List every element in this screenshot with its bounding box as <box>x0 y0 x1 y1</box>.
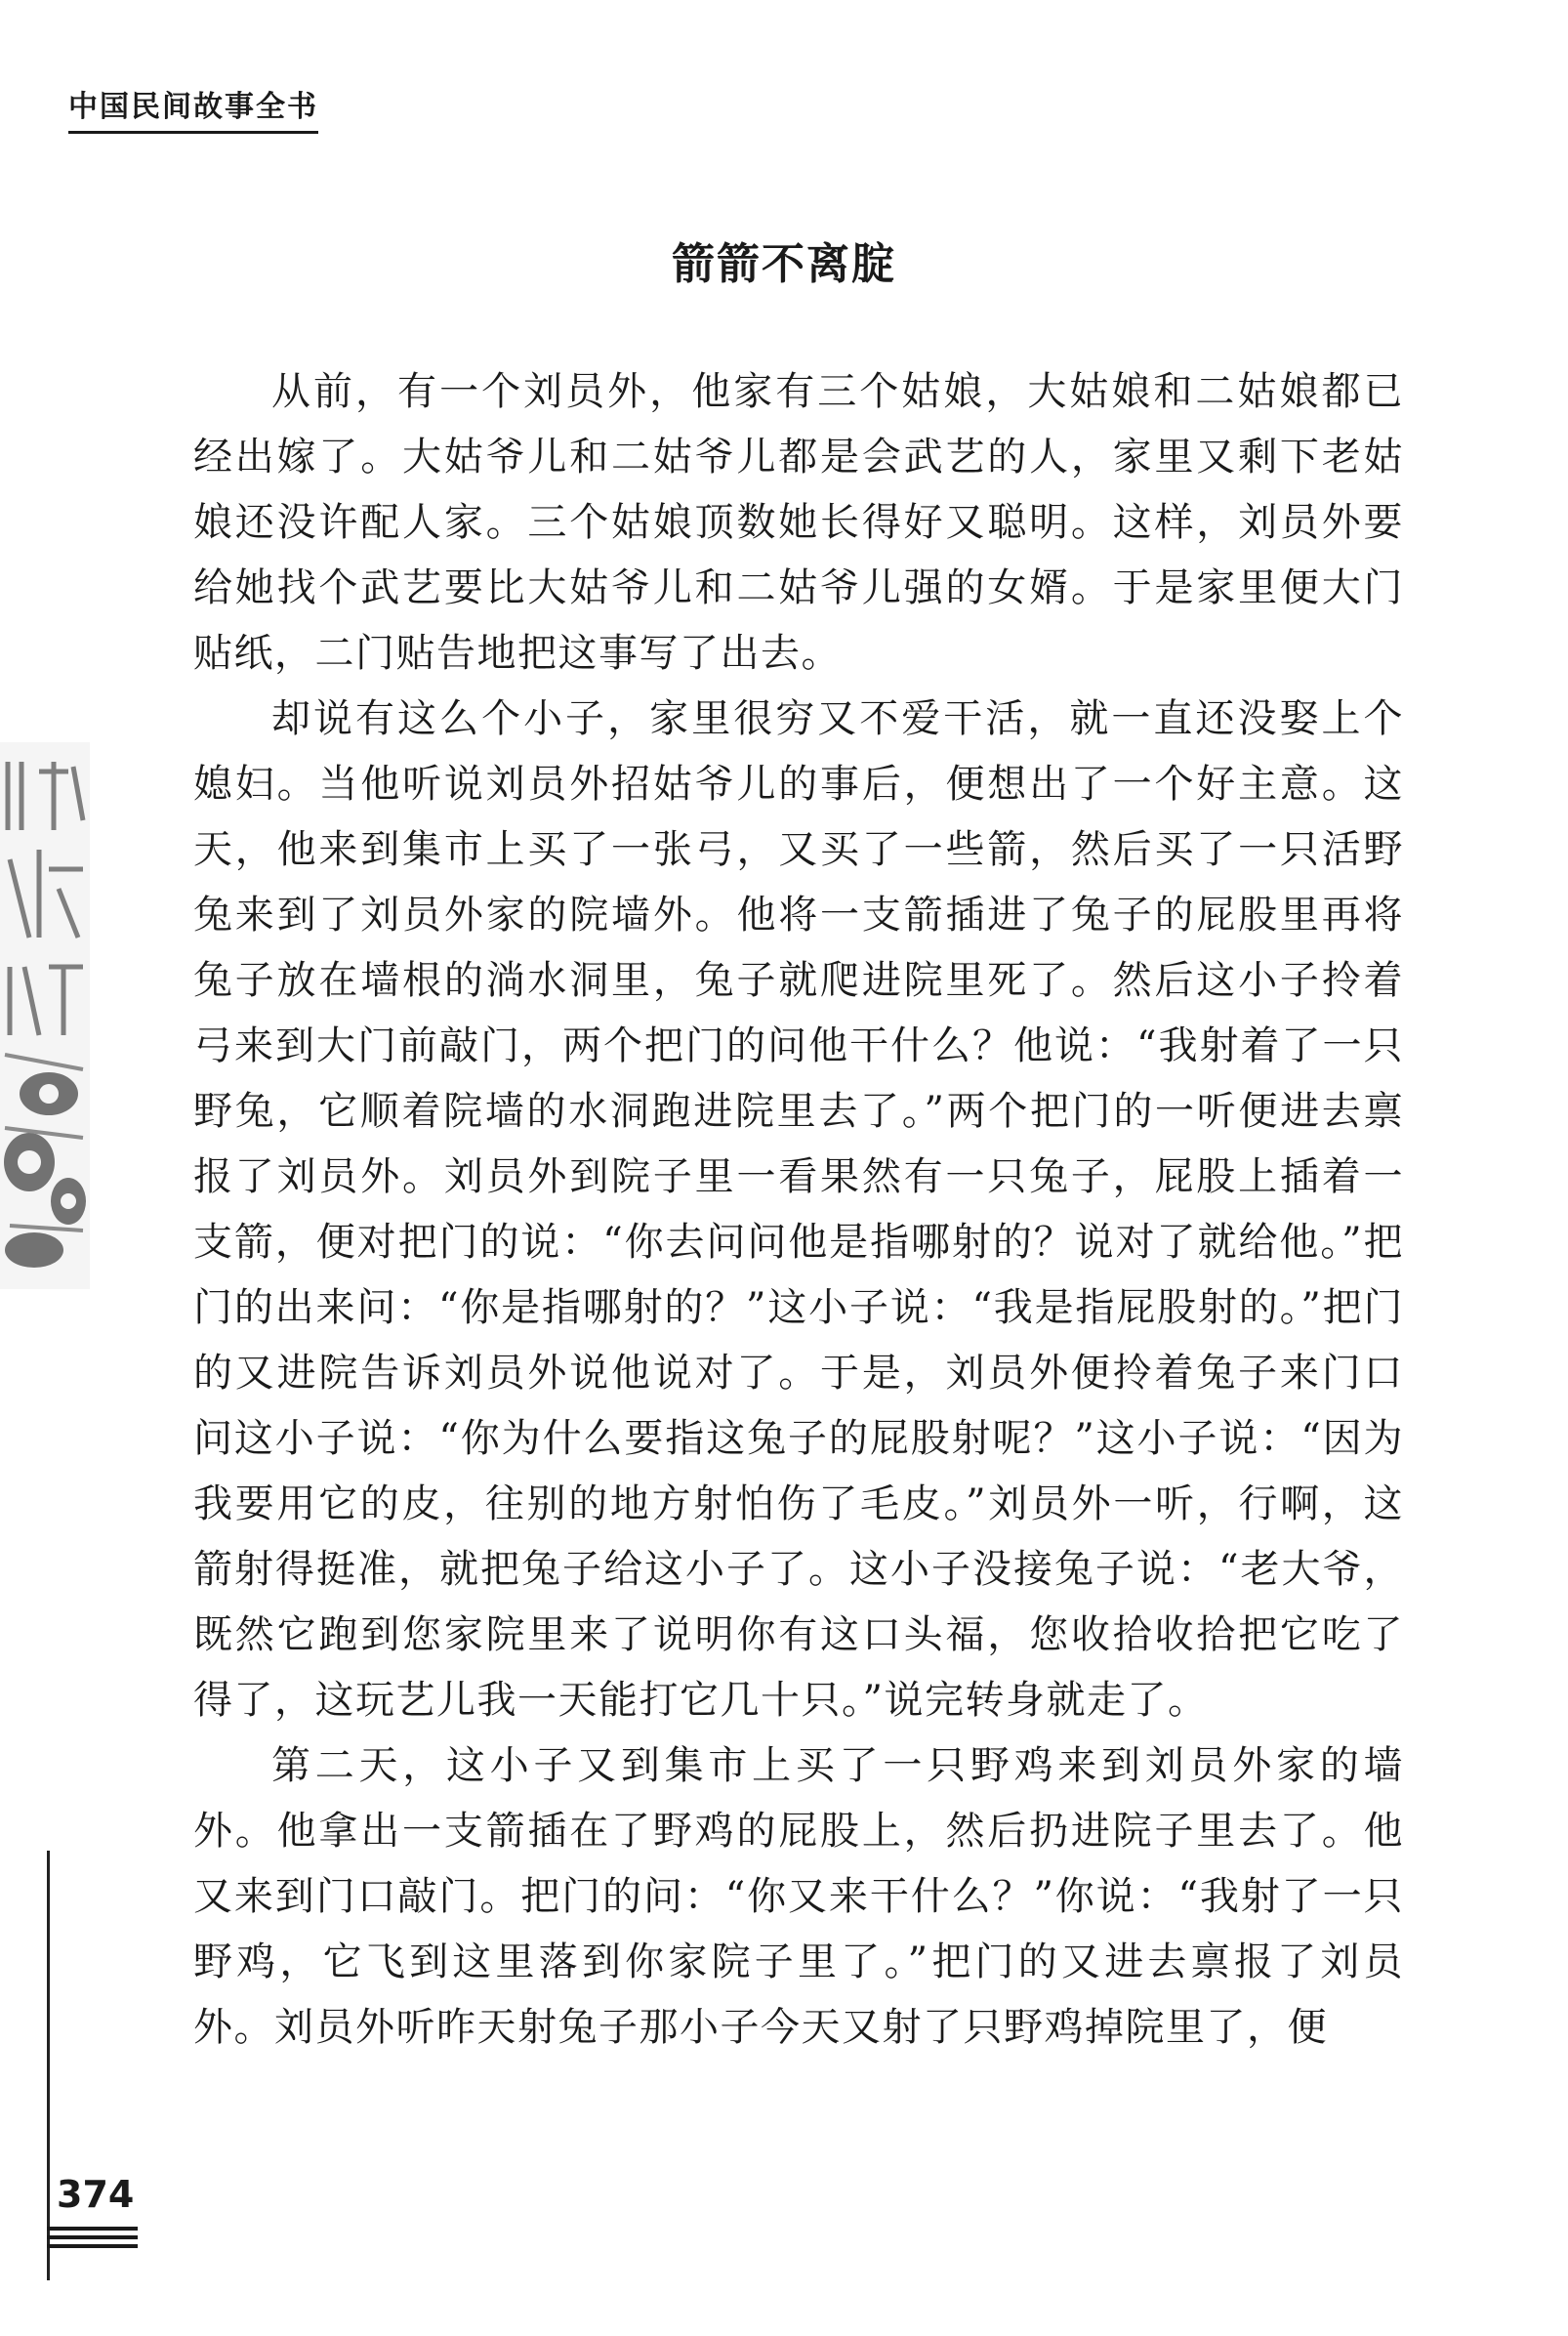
side-decoration-image <box>0 742 90 1289</box>
paragraph-3: 第二天，这小子又到集市上买了一只野鸡来到刘员外家的墙外。他拿出一支箭插在了野鸡的屁股上，然后扔进院子里去了。他又来到门口敲门。把门的问：“你又来干什么？”你说：“我射了一只野鸡，它飞到这里落到你家院子里了。”把门的又进去禀报了刘员外。刘员外听昨天射兔子那小子今天又射了只野鸡掉院里了，便 <box>193 1743 1404 2050</box>
paragraph-2: 却说有这么个小子，家里很穷又不爱干活，就一直还没娶上个媳妇。当他听说刘员外招姑爷儿的事后，便想出了一个好主意。这天，他来到集市上买了一张弓，又买了一些箭，然后买了一只活野兔来到了刘员外家的院墙外。他将一支箭插进了兔子的屁股里再将兔子放在墙根的淌水洞里，兔子就爬进院里死了。然后这小子拎着弓来到大门前敲门，两个把门的问他干什么？他说：“我射着了一只野兔，它顺着院墙的水洞跑进院里去了。”两个把门的一听便进去禀报了刘员外。刘员外到院子里一看果然有一只兔子，屁股上插着一支箭，便对把门的说：“你去问问他是指哪射的？说对了就给他。”把门的出来问：“你是指哪射的？”这小子说：“我是指屁股射的。”把门的又进院告诉刘员外说他说对了。于是，刘员外便拎着兔子来门口问这小子说：“你为什么要指这兔子的屁股射呢？”这小子说：“因为我要用它的皮，往别的地方射怕伤了毛皮。”刘员外一听，行啊，这箭射得挺准，就把兔子给这小子了。这小子没接兔子说：“老大爷，既然它跑到您家院里来了说明你有这口头福，您收拾收拾把它吃了得了，这玩艺儿我一天能打它几十只。”说完转身就走了。 <box>193 696 1404 1723</box>
running-header: 中国民间故事全书 <box>68 90 318 134</box>
margin-line <box>47 1851 50 2280</box>
story-body <box>193 359 1404 2061</box>
paragraph-1: 从前，有一个刘员外，他家有三个姑娘，大姑娘和二姑娘都已经出嫁了。大姑爷儿和二姑爷儿都是会武艺的人，家里又剩下老姑娘还没许配人家。三个姑娘顶数她长得好又聪明。这样，刘员外要给她找个武艺要比大姑爷儿和二姑爷儿强的女婿。于是家里便大门贴纸，二门贴告地把这事写了出去。 <box>193 369 1404 676</box>
story-title: 箭箭不离腚 <box>672 239 896 289</box>
page-number-rule <box>47 2227 138 2253</box>
page-number: 374 <box>57 2173 135 2216</box>
